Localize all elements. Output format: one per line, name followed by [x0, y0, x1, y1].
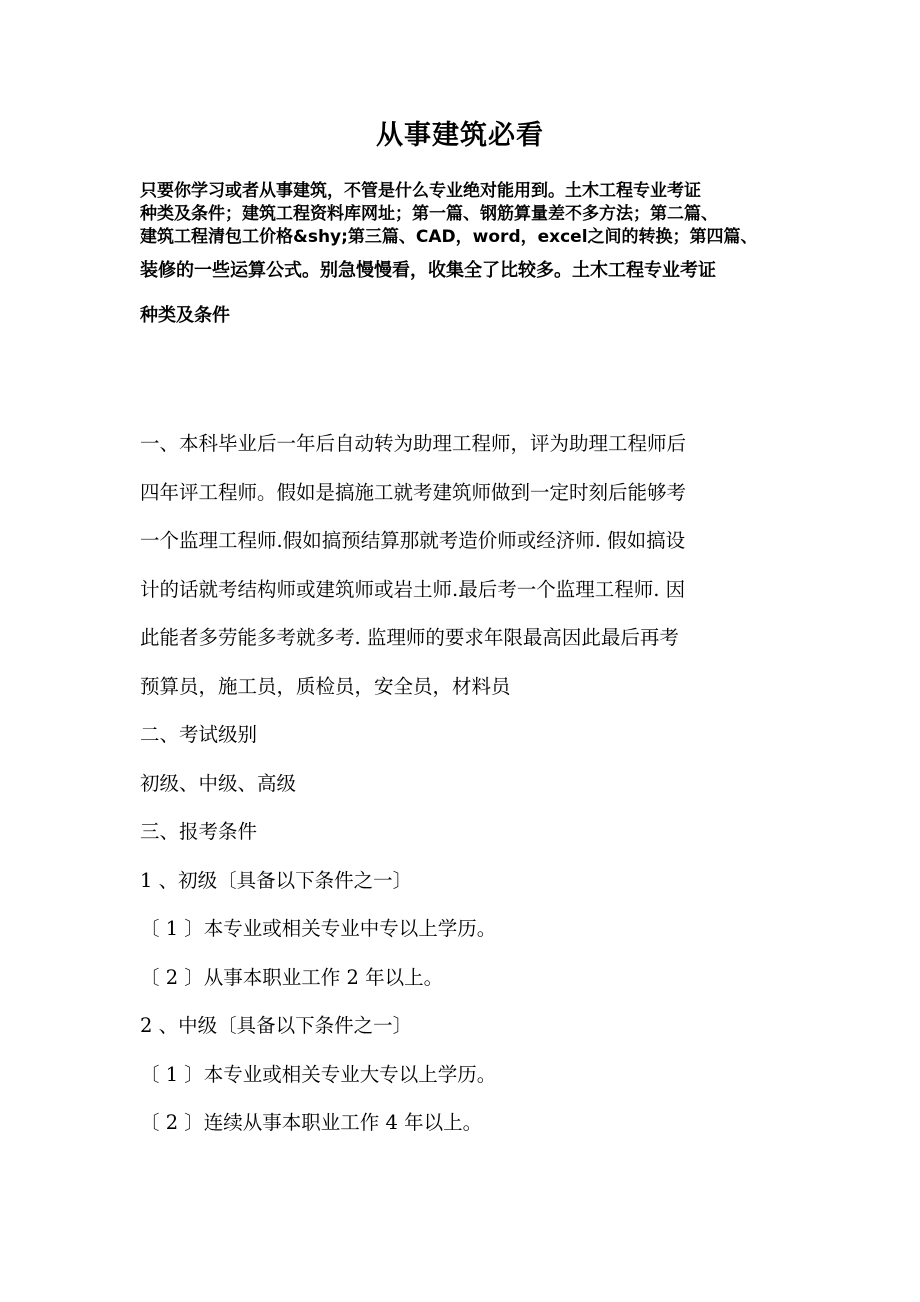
section-heading-continued: 种类及条件: [140, 305, 230, 326]
list-item: 〔 2 〕从事本职业工作 2 年以上。: [140, 965, 444, 989]
section-heading: 土木工程专业考证: [572, 260, 716, 281]
list-heading-junior: 1 、初级〔具备以下条件之一〕: [140, 868, 413, 892]
intro-line: 种类及条件；建筑工程资料库网址；第一篇、钢筋算量差不多方法；第二篇、: [140, 204, 718, 224]
body-line: 计的话就考结构师或建筑师或岩土师.最后考一个监理工程师. 因: [140, 577, 686, 601]
intro-paragraph: [140, 180, 770, 337]
list-heading-intermediate: 2 、中级〔具备以下条件之一〕: [140, 1014, 413, 1037]
intro-line: 建筑工程清包工价格&shy;第三篇、CAD，word，excel之间的转换；第四篇、: [140, 227, 758, 247]
intro-text: 装修的一些运算公式。别急慢慢看，收集全了比较多。: [140, 260, 572, 281]
list-item: 〔 2 〕连续从事本职业工作 4 年以上。: [140, 1111, 483, 1134]
intro-line: 只要你学习或者从事建筑，不管是什么专业绝对能用到。土木工程专业考证: [140, 181, 701, 201]
section-heading-exam-levels: 二、考试级别: [140, 723, 258, 746]
list-item: 〔 1 〕本专业或相关专业中专以上学历。: [140, 917, 497, 940]
section-heading-requirements: 三、报考条件: [140, 820, 258, 843]
body-line: 此能者多劳能多考就多考. 监理师的要求年限最高因此最后再考: [140, 626, 679, 649]
intro-line: [140, 249, 770, 293]
body-line: 一个监理工程师.假如搞预结算那就考造价师或经济师. 假如搞设: [140, 529, 686, 552]
body-line: 初级、中级、高级: [140, 771, 297, 795]
document-body: [140, 420, 780, 1148]
list-item: 〔 1 〕本专业或相关专业大专以上学历。: [140, 1062, 497, 1086]
document-title: 从事建筑必看: [376, 120, 544, 151]
body-line: 四年评工程师。假如是搞施工就考建筑师做到一定时刻后能够考: [140, 480, 687, 504]
body-line: 一、本科毕业后一年后自动转为助理工程师，评为助理工程师后: [140, 432, 687, 455]
body-line: 预算员，施工员，质检员，安全员，材料员: [140, 674, 511, 698]
